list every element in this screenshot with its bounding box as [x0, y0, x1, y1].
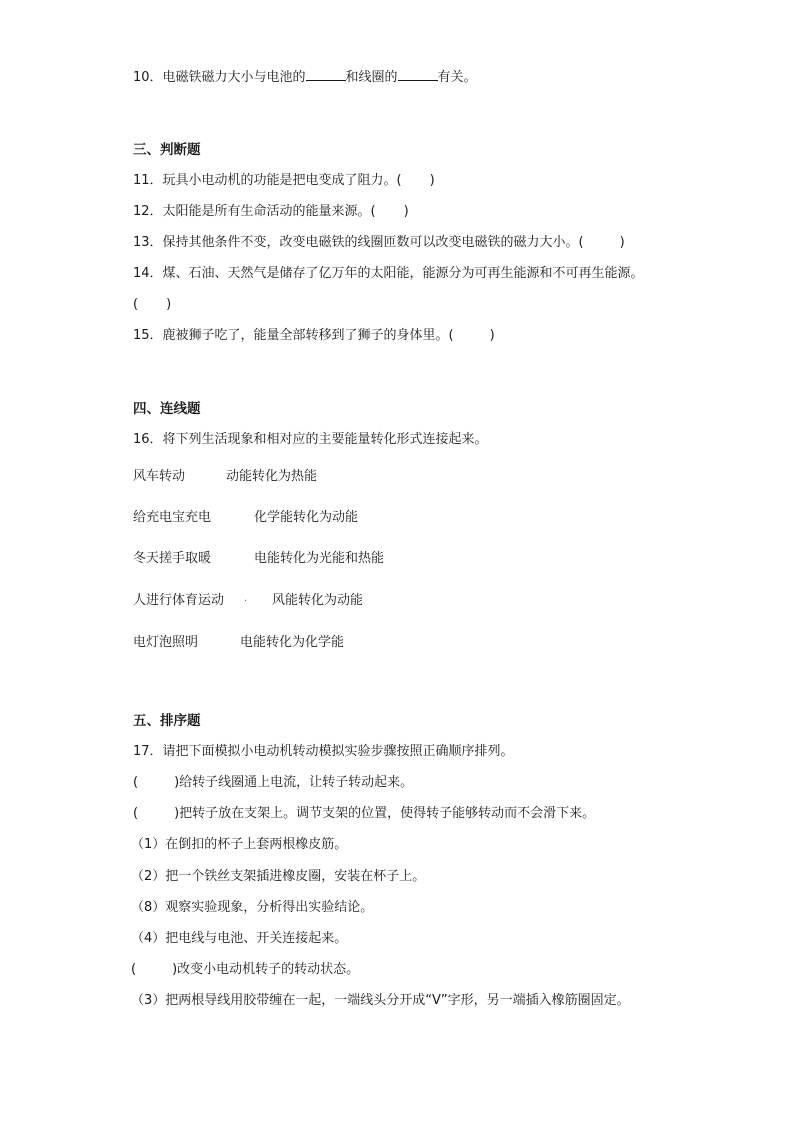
blank-1[interactable] — [306, 68, 346, 81]
paren-close: ) — [166, 297, 172, 312]
order-step: （4）把电线与电池、开关连接起来。 — [131, 931, 348, 946]
question-11 — [133, 173, 435, 189]
paren-close: ) — [403, 204, 409, 219]
paren-close: ) — [429, 173, 435, 188]
match-right-item[interactable]: 化学能转化为动能 — [254, 510, 359, 525]
question-11-text: 11．玩具小电动机的功能是把电变成了阻力。 — [133, 173, 397, 188]
question-15 — [133, 328, 495, 344]
section-heading-order: 五、排序题 — [133, 713, 201, 729]
paren-open: ( — [133, 297, 139, 312]
order-step: （2）把一个铁丝支架插进橡皮圈，安装在杯子上。 — [131, 869, 426, 884]
order-step: （8）观察实验现象，分析得出实验结论。 — [131, 900, 374, 915]
order-step-text: )把转子放在支架上。调节支架的位置，使得转子能够转动而不会滑下来。 — [174, 806, 596, 821]
question-10 — [133, 68, 477, 86]
match-left-item[interactable]: 给充电宝充电 — [133, 510, 212, 525]
section-heading-judge: 三、判断题 — [133, 142, 201, 158]
question-10-text-3: 有关。 — [437, 70, 477, 85]
paren-open: ( — [133, 775, 139, 790]
order-step — [131, 962, 359, 978]
match-right-item[interactable]: 电能转化为化学能 — [240, 635, 345, 650]
section-heading-match: 四、连线题 — [133, 401, 201, 417]
question-14 — [133, 266, 644, 282]
question-12-text: 12．太阳能是所有生命活动的能量来源。 — [133, 204, 371, 219]
blank-2[interactable] — [398, 68, 438, 81]
connector-dot: · — [244, 596, 248, 607]
paren-open: ( — [448, 328, 454, 343]
question-16: 16．将下列生活现象和相对应的主要能量转化形式连接起来。 — [133, 432, 488, 447]
question-13-text: 13．保持其他条件不变，改变电磁铁的线圈匝数可以改变电磁铁的磁力大小。 — [133, 235, 579, 250]
paren-open: ( — [370, 204, 376, 219]
order-step: （3）把两根导线用胶带缠在一起，一端线头分开成“V”字形，另一端插入橡筋圈固定。 — [131, 993, 630, 1008]
match-left-item[interactable]: 风车转动 — [133, 469, 186, 484]
paren-close: ) — [489, 328, 495, 343]
question-14-text: 14．煤、石油、天然气是储存了亿万年的太阳能，能源分为可再生能源和不可再生能源。 — [133, 266, 644, 281]
order-step: （1）在倒扣的杯子上套两根橡皮筋。 — [131, 837, 348, 852]
paren-close: ) — [619, 235, 625, 250]
question-10-text-1: 10．电磁铁磁力大小与电池的 — [133, 70, 306, 85]
question-10-text-2: 和线圈的 — [345, 70, 398, 85]
order-step-text: )改变小电动机转子的转动状态。 — [172, 962, 360, 977]
order-step — [133, 775, 413, 791]
match-right-item[interactable]: 风能转化为动能 — [272, 593, 364, 608]
paren-open: ( — [396, 173, 402, 188]
order-step — [133, 806, 595, 822]
question-15-text: 15．鹿被狮子吃了，能量全部转移到了狮子的身体里。 — [133, 328, 449, 343]
match-left-item[interactable]: 人进行体育运动 — [133, 593, 225, 608]
question-14-answer — [133, 297, 171, 313]
paren-open: ( — [133, 806, 139, 821]
match-right-item[interactable]: 电能转化为光能和热能 — [254, 551, 385, 566]
paren-open: ( — [131, 962, 137, 977]
match-left-item[interactable]: 电灯泡照明 — [133, 635, 199, 650]
paren-open: ( — [578, 235, 584, 250]
question-13 — [133, 235, 625, 251]
match-right-item[interactable]: 动能转化为热能 — [226, 469, 318, 484]
question-17: 17．请把下面模拟小电动机转动模拟实验步骤按照正确顺序排列。 — [133, 744, 514, 759]
order-step-text: )给转子线圈通上电流，让转子转动起来。 — [174, 775, 414, 790]
question-12 — [133, 204, 409, 220]
match-left-item[interactable]: 冬天搓手取暖 — [133, 551, 212, 566]
